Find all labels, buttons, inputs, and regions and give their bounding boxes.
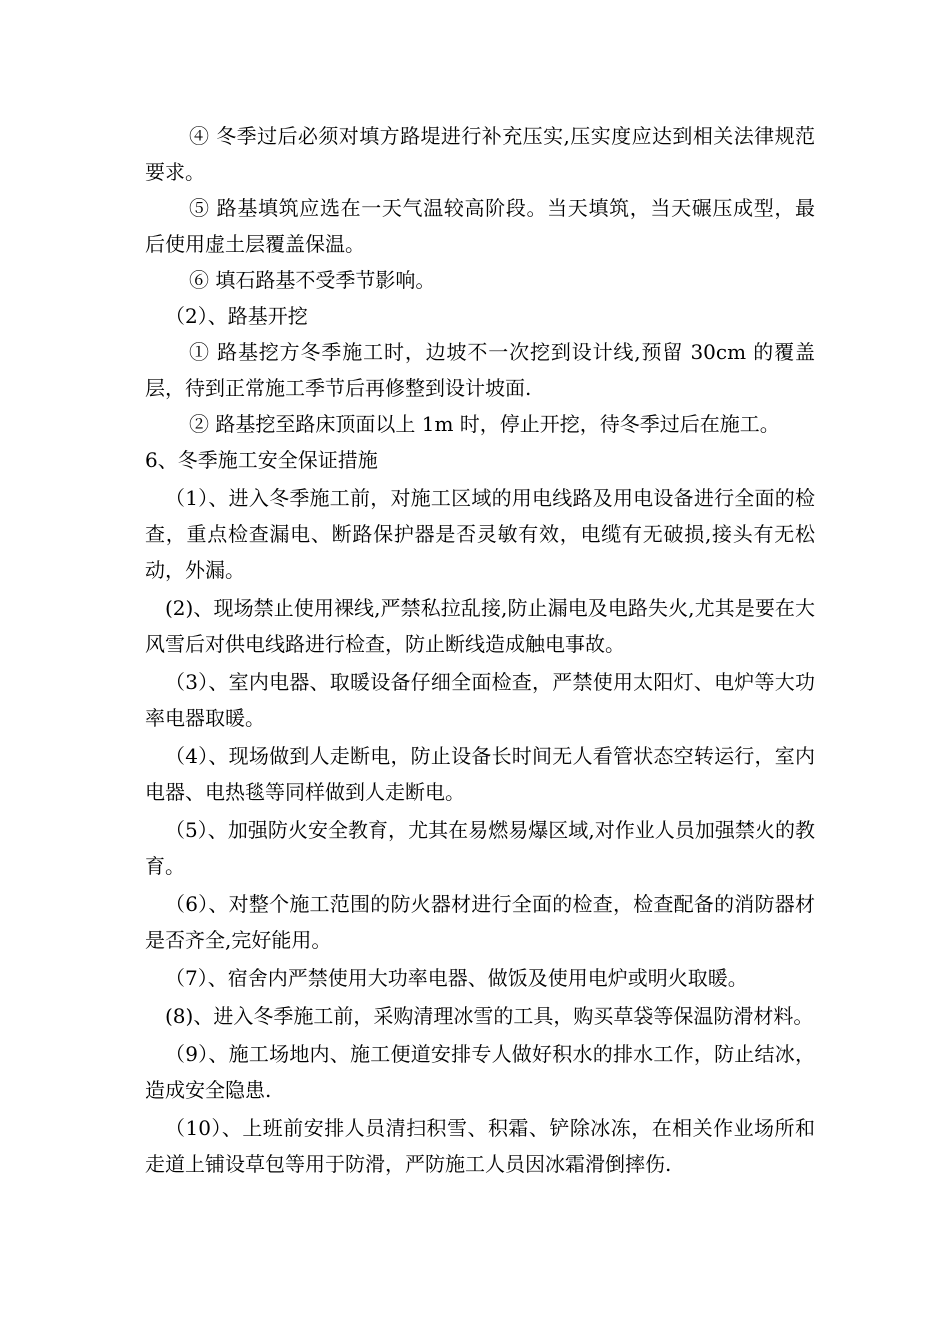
safety-measure-1: （1）、进入冬季施工前，对施工区域的用电线路及用电设备进行全面的检查，重点检查漏电、断路保护器是否灵敏有效，电缆有无破损,接头有无松动，外漏。 <box>145 486 815 582</box>
safety-measure-7: （7）、宿舍内严禁使用大功率电器、做饭及使用电炉或明火取暖。 <box>165 966 748 990</box>
safety-measure-6: （6）、对整个施工范围的防火器材进行全面的检查，检查配备的消防器材是否齐全,完好能用。 <box>145 892 815 952</box>
paragraph-item-1: ① 路基挖方冬季施工时，边坡不一次挖到设计线,预留 30cm 的覆盖层，待到正常施工季节后再修整到设计坡面. <box>145 340 815 400</box>
safety-measure-8: (8)、进入冬季施工前，采购清理冰雪的工具，购买草袋等保温防滑材料。 <box>165 1004 814 1028</box>
safety-measure-3: （3）、室内电器、取暖设备仔细全面检查，严禁使用太阳灯、电炉等大功率电器取暖。 <box>145 670 815 730</box>
paragraph-item-6: ⑥ 填石路基不受季节影响。 <box>189 268 436 292</box>
safety-measure-4: （4）、现场做到人走断电，防止设备长时间无人看管状态空转运行，室内电器、电热毯等同样做到人走断电。 <box>145 744 815 804</box>
subsection-heading: （2）、路基开挖 <box>165 304 308 328</box>
section-heading: 6、冬季施工安全保证措施 <box>145 448 378 472</box>
safety-measure-2: (2)、现场禁止使用裸线,严禁私拉乱接,防止漏电及电路失火,尤其是要在大风雪后对供电线路进行检查，防止断线造成触电事故。 <box>145 596 815 656</box>
paragraph-item-4: ④ 冬季过后必须对填方路堤进行补充压实,压实度应达到相关法律规范要求。 <box>145 124 815 184</box>
safety-measure-5: （5）、加强防火安全教育，尤其在易燃易爆区域,对作业人员加强禁火的教育。 <box>145 818 815 878</box>
paragraph-item-5: ⑤ 路基填筑应选在一天气温较高阶段。当天填筑，当天碾压成型，最后使用虚土层覆盖保温。 <box>145 196 815 256</box>
safety-measure-10: （10）、上班前安排人员清扫积雪、积霜、铲除冰冻，在相关作业场所和走道上铺设草包等用于防滑，严防施工人员因冰霜滑倒摔伤. <box>145 1116 815 1176</box>
paragraph-item-2: ② 路基挖至路床顶面以上 1m 时，停止开挖，待冬季过后在施工。 <box>189 412 780 436</box>
document-body <box>145 118 815 1182</box>
safety-measure-9: （9）、施工场地内、施工便道安排专人做好积水的排水工作，防止结冰，造成安全隐患. <box>145 1042 815 1102</box>
